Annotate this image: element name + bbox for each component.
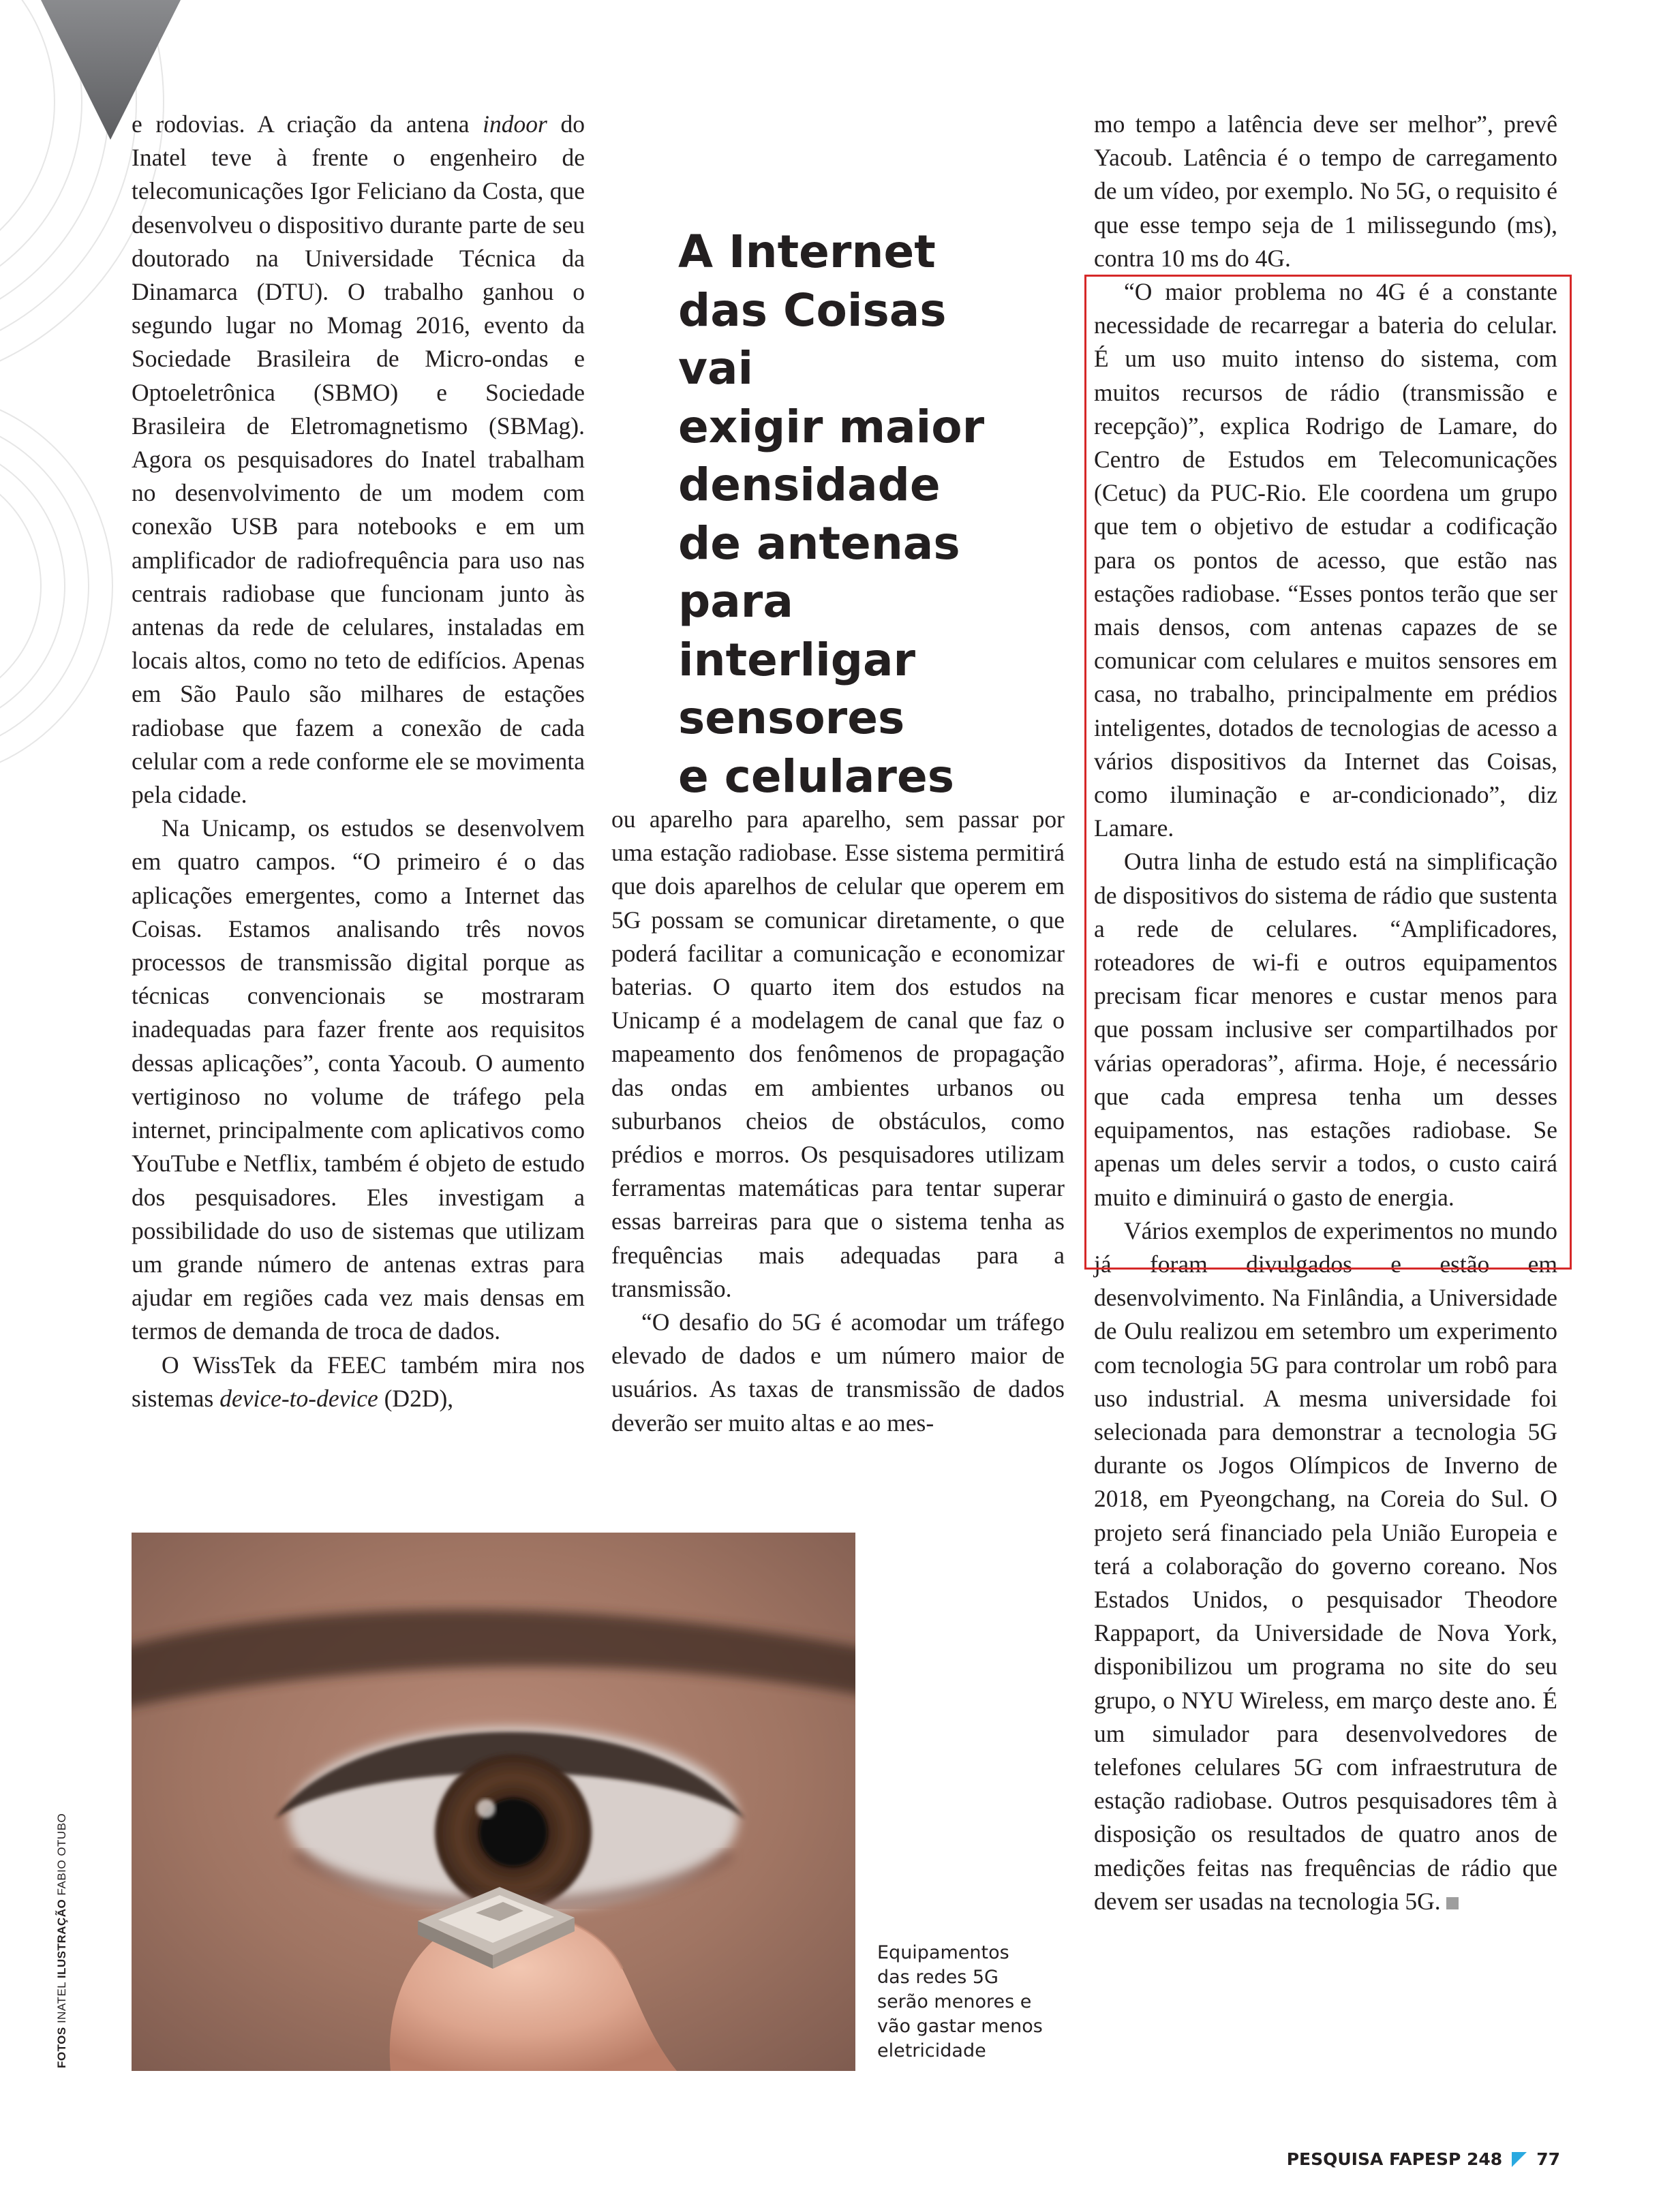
pull-quote-line: densidade (678, 459, 941, 511)
caption-line: Equipamentos (877, 1942, 1009, 1963)
page-footer (1287, 2149, 1560, 2169)
credit-value: FABIO OTUBO (55, 1813, 68, 1896)
pull-quote-line: A Internet (678, 226, 936, 278)
article-column-2 (611, 803, 1065, 1440)
pull-quote-line: de antenas (678, 517, 960, 570)
article-paragraph: ou aparelho para aparelho, sem passar por uma estação radiobase. Esse sistema permitirá que dois aparelhos de celular que operem em 5G possam se comunicar diretamente, o que poderá facilitar a comunicação e economizar baterias. O quarto item dos estudos na Unicamp é a modelagem de canal que faz o mapeamento dos fenômenos de propagação das ondas em ambientes urbanos ou suburbanos cheios de obstáculos, como prédios e morros. Os pesquisadores utilizam ferramentas matemáticas para tentar superar essas barreiras para que o sistema tenha as frequências mais adequadas para a transmissão. (611, 805, 1065, 1302)
credit-label: FOTOS (55, 2027, 68, 2068)
credit-label: ILUSTRAÇÃO (55, 1899, 68, 1979)
pull-quote-line: para interligar (678, 575, 916, 686)
article-paragraph: mo tempo a latência deve ser melhor”, prevê Yacoub. Latência é o tempo de carregamento de um vídeo, por exemplo. No 5G, o requisito é que esse tempo seja de 1 milissegundo (ms), contra 10 ms do 4G. (1094, 110, 1557, 272)
pull-quote-line: sensores (678, 692, 905, 744)
article-paragraph: Vários exemplos de experimentos no mundo já foram divulgados e estão em desenvolvimento. Na Finlândia, a Universidade de Oulu realizou em setembro um experimento com tecnologia 5G para controlar um robô para uso industrial. A mesma universidade foi selecionada para demonstrar a tecnologia 5G durante os Jogos Olímpicos de Inverno de 2018, em Pyeongchang, na Coreia do Sul. O projeto será financiado pela União Europeia e terá a colaboração do governo coreano. Nos Estados Unidos, o pesquisador Theodore Rappaport, da Universidade de Nova York, disponibilizou um programa no site do seu grupo, o NYU Wireless, em março deste ano. É um simulador para desenvolvedores de telefones celulares 5G com infraestrutura de estação radiobase. Outros pesquisadores têm à disposição os resultados de quatro anos de medições feitas nas frequências de rádio que devem ser usadas na tecnologia 5G. (1094, 1216, 1557, 1915)
photo-credit (55, 1813, 69, 2068)
pull-quote-line: e celulares (678, 750, 954, 803)
caption-line: vão gastar menos (877, 2016, 1043, 2037)
article-paragraph: “O desafio do 5G é acomodar um tráfego elevado de dados e um número maior de usuários. As taxas de transmissão de dados deverão ser muito altas e ao mes- (611, 1308, 1065, 1437)
photo-caption (877, 1941, 1082, 2063)
highlight-box (1084, 275, 1572, 1270)
caption-line: das redes 5G (877, 1967, 999, 1988)
article-column-1 (132, 108, 585, 1415)
article-paragraph: O WissTek da FEEC também mira nos sistemas device-to-device (D2D), (132, 1351, 585, 1412)
caption-line: eletricidade (877, 2040, 986, 2061)
page-number: 77 (1536, 2149, 1560, 2169)
pull-quote (678, 223, 1019, 805)
article-paragraph: Outra linha de estudo está na simplificação de dispositivos do sistema de rádio que sustenta a rede de celulares. “Amplificadores, roteadores de wi-fi e outros equipamentos precisam ficar menores e custar menos para que possam inclusive ser compartilhados por várias operadoras”, afirma. Hoje, é necessário que cada empresa tenha um desses equipamentos, nas estações radiobase. Se apenas um deles servir a todos, o custo cairá muito e diminuirá o gasto de energia. (1094, 848, 1557, 1211)
pull-quote-line: exigir maior (678, 400, 985, 453)
triangle-marker-icon (1512, 2152, 1527, 2167)
article-paragraph: Na Unicamp, os estudos se desenvolvem em quatro campos. “O primeiro é o das aplicações emergentes, como a Internet das Coisas. Estamos analisando três novos processos de transmissão digital porque as técnicas convencionais se mostraram inadequadas para fazer frente aos requisitos dessas aplicações”, conta Yacoub. O aumento vertiginoso no volume de tráfego pela internet, principalmente com aplicativos como YouTube e Netflix, também é objeto de estudo dos pesquisadores. Eles investigam a possibilidade do uso de sistemas que utilizam um grande número de antenas extras para ajudar em regiões cada vez mais densas em termos de demanda de troca de dados. (132, 814, 585, 1345)
article-paragraph: “O maior problema no 4G é a constante necessidade de recarregar a bateria do celular. É um uso muito intenso do sistema, com muitos recursos de rádio (transmissão e recepção)”, explica Rodrigo de Lamare, do Centro de Estudos em Telecomunicações (Cetuc) da PUC-Rio. Ele coordena um grupo que tem o objetivo de estudar a codificação para os pontos de acesso, que estão nas estações radiobase. “Esses pontos terão que ser mais densos, com antenas capazes de se comunicar com celulares e muitos sensores em casa, no trabalho, principalmente em prédios inteligentes, dotados de tecnologias de acesso a vários dispositivos da Internet das Coisas, como iluminação e ar-condicionado”, diz Lamare. (1094, 278, 1557, 842)
pull-quote-line: das Coisas vai (678, 283, 947, 395)
article-paragraph: e rodovias. A criação da antena indoor do Inatel teve à frente o engenheiro de telecomunicações Igor Feliciano da Costa, que desenvolveu o dispositivo durante parte de seu doutorado na Universidade Técnica da Dinamarca (DTU). O trabalho ganhou o segundo lugar no Momag 2016, evento da Sociedade Brasileira de Micro-ondas e Optoeletrônica (SBMO) e Sociedade Brasileira de Eletromagnetismo (SBMag). Agora os pesquisadores do Inatel trabalham no desenvolvimento de um modem com conexão USB para notebooks e em um amplificador de radiofrequência para uso nas centrais radiobase que funcionam junto às antenas da rede de celulares, instaladas em locais altos, como no teto de edifícios. Apenas em São Paulo são milhares de estações radiobase que fazem a conexão de cada celular com a rede conforme ele se movimenta pela cidade. (132, 110, 585, 809)
magazine-name: PESQUISA FAPESP 248 (1286, 2149, 1503, 2169)
caption-line: serão menores e (877, 1991, 1032, 2012)
article-photo (132, 1533, 855, 2071)
eye-chip-illustration (132, 1533, 855, 2071)
credit-value: INATEL (55, 1982, 68, 2024)
end-of-article-icon (1446, 1897, 1459, 1909)
